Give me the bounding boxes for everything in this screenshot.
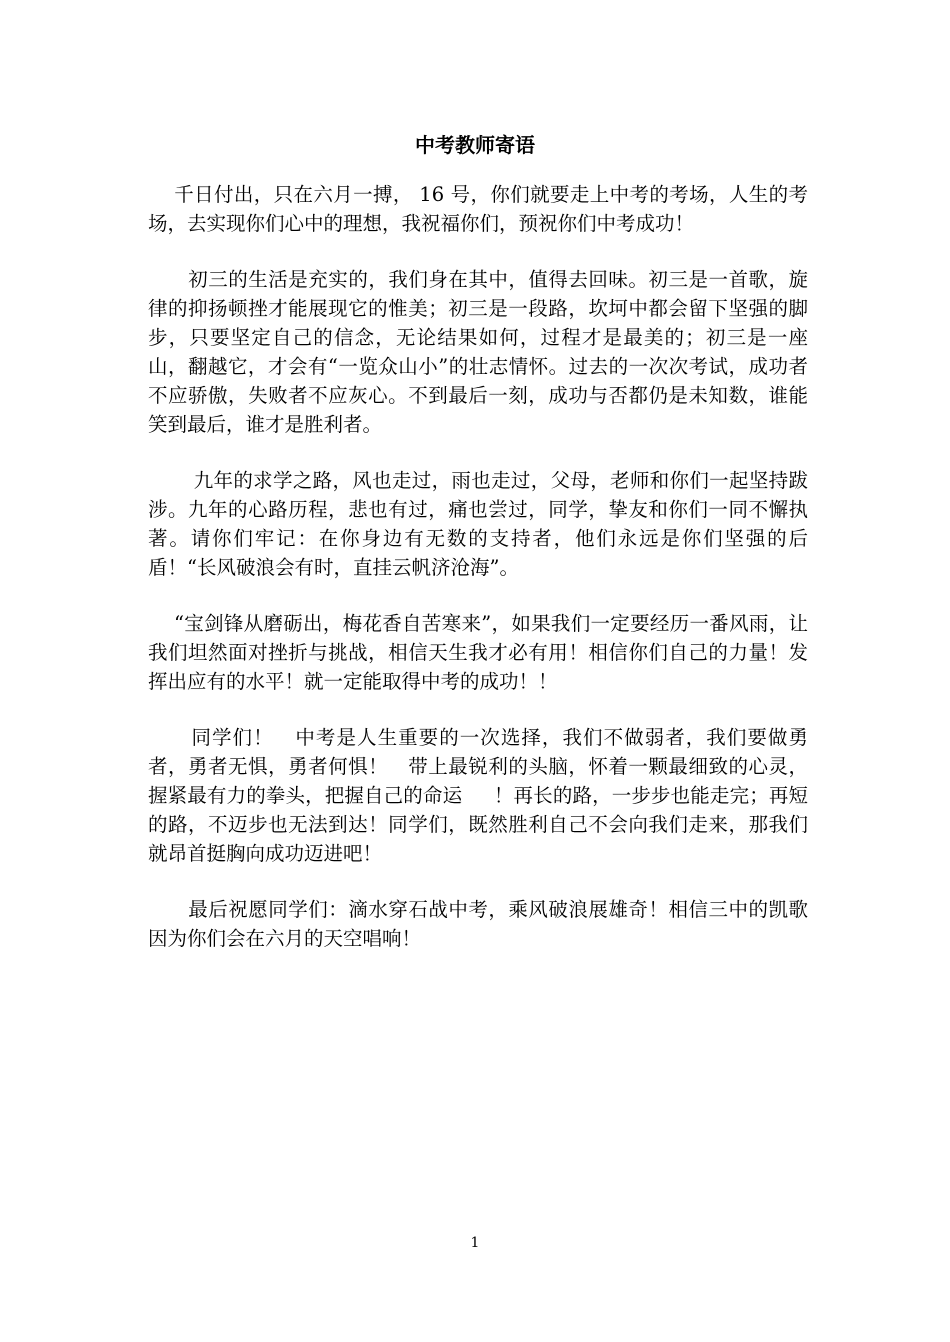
paragraph-1: 千日付出，只在六月一搏， 16 号，你们就要走上中考的考场，人生的考场，去实现你们心中的理想，我祝福你们，预祝你们中考成功！ bbox=[148, 183, 808, 235]
document-title: 中考教师寄语 bbox=[415, 133, 535, 157]
paragraph-4: “宝剑锋从磨砺出，梅花香自苦寒来”，如果我们一定要经历一番风雨，让我们坦然面对挫折与挑战，相信天生我才必有用！相信你们自己的力量！发挥出应有的水平！就一定能取得中考的成功！！ bbox=[148, 612, 808, 693]
paragraph-3: 九年的求学之路，风也走过，雨也走过，父母，老师和你们一起坚持跋涉。九年的心路历程，悲也有过，痛也尝过，同学，挚友和你们一同不懈执著。请你们牢记：在你身边有无数的支持者，他们永远是你们坚强的后盾！“长风破浪会有时，直挂云帆济沧海”。 bbox=[148, 469, 808, 579]
paragraph-6: 最后祝愿同学们：滴水穿石战中考，乘风破浪展雄奇！相信三中的凯歌因为你们会在六月的天空唱响！ bbox=[148, 898, 808, 950]
page-number: 1 bbox=[470, 1235, 480, 1251]
document-body bbox=[148, 180, 808, 980]
paragraph-2: 初三的生活是充实的，我们身在其中，值得去回味。初三是一首歌，旋律的抑扬顿挫才能展现它的惟美；初三是一段路，坎坷中都会留下坚强的脚步，只要坚定自己的信念，无论结果如何，过程才是最美的；初三是一座山，翻越它，才会有“一览众山小”的壮志情怀。过去的一次次考试，成功者不应骄傲，失败者不应灰心。不到最后一刻，成功与否都仍是未知数，谁能笑到最后，谁才是胜利者。 bbox=[148, 268, 808, 436]
paragraph-5: 同学们！ 中考是人生重要的一次选择，我们不做弱者，我们要做勇者，勇者无惧，勇者何惧！ 带上最锐利的头脑，怀着一颗最细致的心灵，握紧最有力的拳头，把握自己的命运 ！再长的路，一步步也能走完；再短的路，不迈步也无法到达！同学们，既然胜利自己不会向我们走来，那我们就昂首挺胸向成功迈进吧！ bbox=[148, 726, 808, 865]
